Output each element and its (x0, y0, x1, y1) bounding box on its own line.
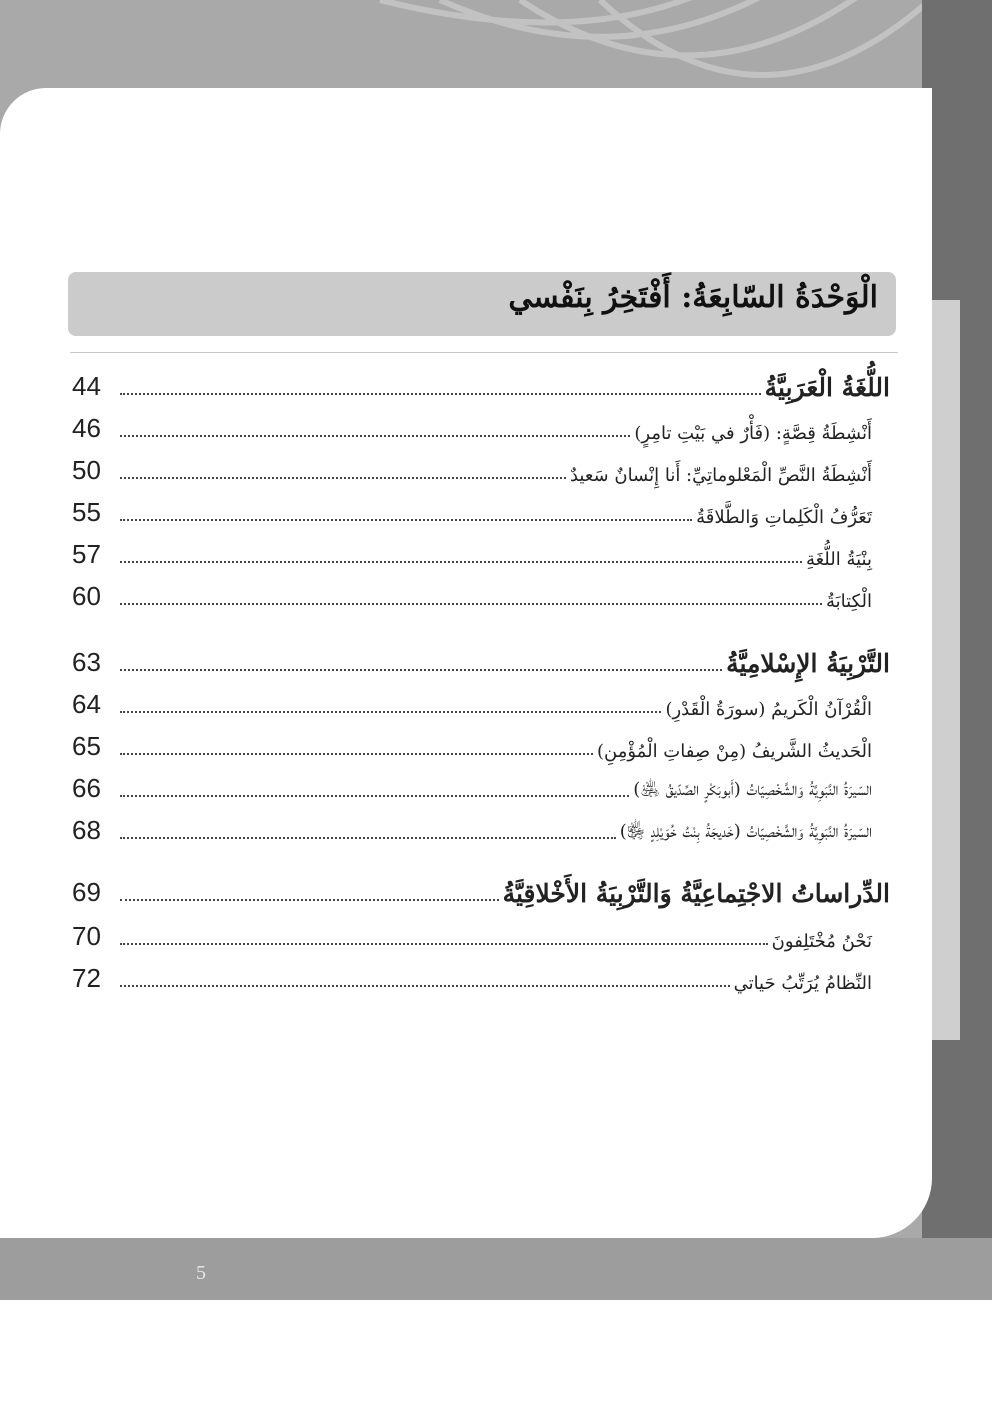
toc-page-number: 55 (72, 497, 101, 527)
toc-item-label: الْقُرْآنُ الْكَريمُ (سورَةُ الْقَدْرِ) (665, 699, 872, 720)
toc-section-title: اللُّغَةُ الْعَرَبِيَّةُ (764, 373, 890, 402)
toc-page-number: 68 (72, 815, 101, 845)
dot-leader (120, 477, 566, 479)
dot-leader (120, 669, 722, 671)
toc-item[interactable] (72, 682, 890, 720)
unit-header (68, 272, 896, 336)
toc-page-number: 60 (72, 581, 101, 611)
toc-page-number: 50 (72, 455, 101, 485)
toc-item[interactable] (72, 724, 890, 762)
dot-leader (120, 603, 822, 605)
toc-page-number: 70 (72, 921, 101, 951)
toc-section-social[interactable] (72, 870, 890, 908)
toc-page-number: 66 (72, 773, 101, 803)
toc-item[interactable] (72, 532, 890, 570)
dot-leader (120, 899, 499, 901)
toc-page-number: 63 (72, 647, 101, 677)
toc-item-label: نَحْنُ مُخْتَلِفونَ (771, 931, 872, 952)
toc-page-number: 69 (72, 877, 101, 907)
toc-page-number: 46 (72, 413, 101, 443)
toc-item-label: أَنْشِطَةُ قِصَّةٍ: (فَأْرٌ في بَيْتِ تامِرٍ) (634, 423, 872, 444)
toc-section-islamic[interactable] (72, 640, 890, 678)
toc-page-number: 44 (72, 371, 101, 401)
toc-item-label: الْحَديثُ الشَّريفُ (مِنْ صِفاتِ الْمُؤْمِنِ) (597, 741, 872, 762)
dot-leader (120, 753, 593, 755)
toc-item-label: بِنْيَةُ اللُّغَةِ (805, 549, 872, 570)
toc-item-label: أَنْشِطَةُ النَّصِّ الْمَعْلوماتِيِّ: أَنا إِنْسانٌ سَعيدٌ (569, 465, 872, 486)
toc-section-title: الدِّراساتُ الاجْتِماعِيَّةُ وَالتَّرْبِيَةُ الأَخْلاقِيَّةُ (502, 879, 890, 908)
toc-item[interactable] (72, 956, 890, 994)
toc-item-label: السّيرَةُ النَّبَوِيَّةُ وَالشَّخْصِيّاتُ (أَبوبَكْرٍ الصِّدّيقُ ﵁) (633, 779, 872, 800)
toc-item-label: تَعَرُّفُ الْكَلِماتِ وَالطَّلاقَةُ (696, 507, 872, 528)
toc-item-label: السّيرَةُ النَّبَوِيَّةُ وَالشَّخْصِيّاتُ (خَديجَةُ بِنْتُ خُوَيْلِدٍ ﵂) (619, 821, 872, 842)
unit-rule (70, 352, 898, 353)
unit-title: الْوَحْدَةُ السّابِعَةُ: أَفْتَخِرُ بِنَفْسي (508, 280, 878, 315)
page-number: 5 (196, 1262, 206, 1284)
dot-leader (120, 985, 730, 987)
toc-item[interactable] (72, 574, 890, 612)
toc-page-number: 64 (72, 689, 101, 719)
side-strip (932, 300, 960, 1040)
toc-item[interactable] (72, 406, 890, 444)
dot-leader (120, 943, 768, 945)
toc-page-number: 72 (72, 963, 101, 993)
footer-band (0, 1238, 992, 1300)
dot-leader (120, 795, 629, 797)
toc-section-arabic[interactable] (72, 364, 890, 402)
toc-item-label: النِّظامُ يُرَتِّبُ حَياتي (733, 973, 872, 994)
toc-page-number: 65 (72, 731, 101, 761)
toc-item[interactable] (72, 914, 890, 952)
dot-leader (120, 393, 761, 395)
toc-item[interactable] (72, 448, 890, 486)
toc-item[interactable] (72, 490, 890, 528)
dot-leader (120, 711, 661, 713)
toc-section-title: التَّرْبِيَةُ الإِسْلامِيَّةُ (726, 649, 890, 678)
toc-page-number: 57 (72, 539, 101, 569)
toc-item[interactable] (72, 766, 890, 804)
dot-leader (120, 435, 630, 437)
toc-item[interactable] (72, 808, 890, 846)
dot-leader (120, 837, 616, 839)
dot-leader (120, 519, 692, 521)
toc-item-label: الْكِتابَةُ (825, 591, 872, 612)
dot-leader (120, 561, 802, 563)
